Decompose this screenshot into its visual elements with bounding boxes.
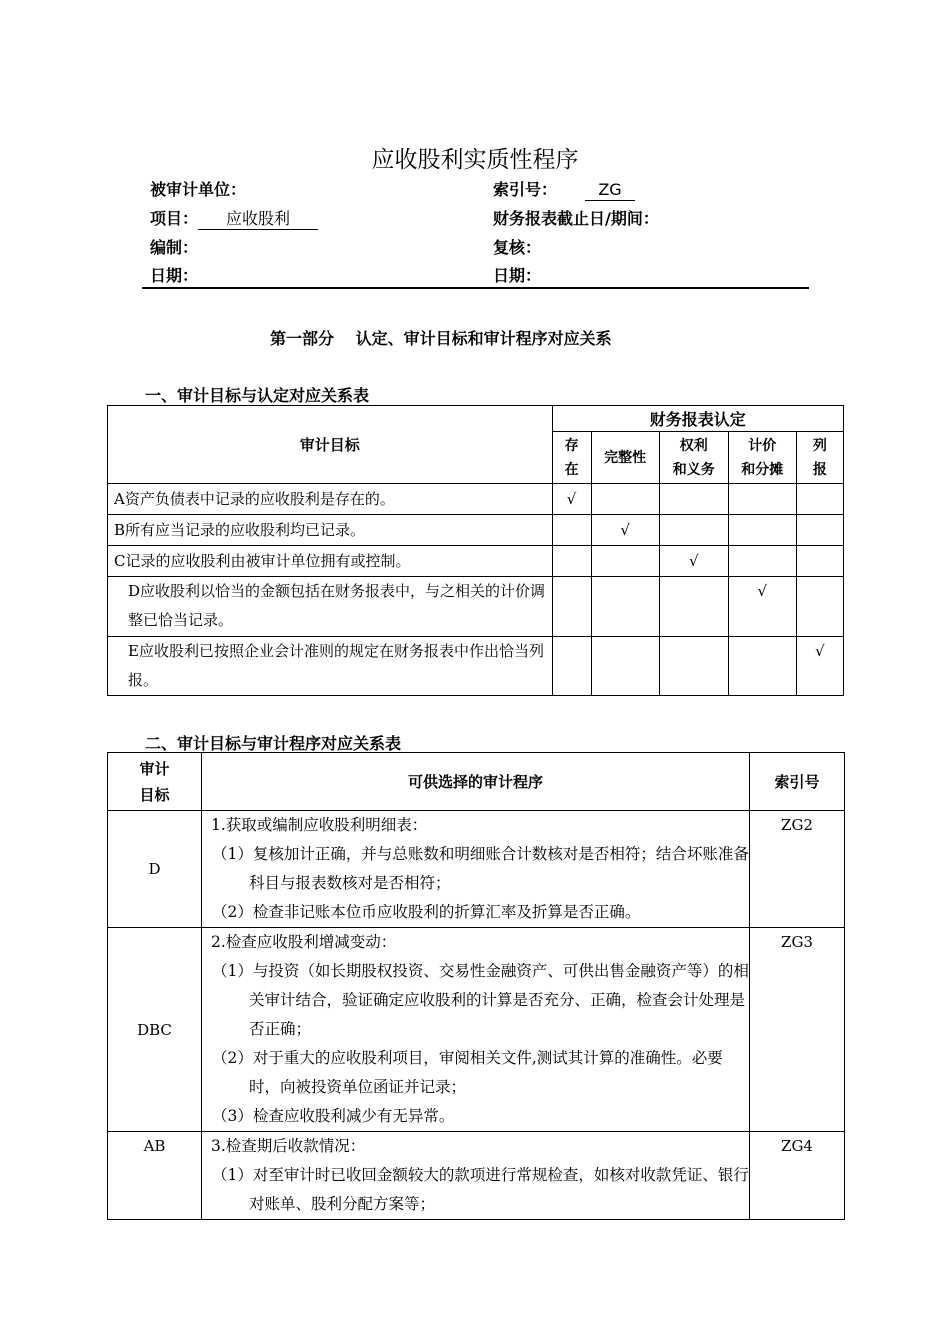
objective-cell: AB [108,1132,202,1220]
procedure-cell [202,811,750,928]
objective-cell: D [108,811,202,928]
index-cell: ZG2 [750,811,845,928]
prepared-label: 编制： [150,238,199,257]
part1-heading: 第一部分 认定、审计目标和审计程序对应关系 [270,329,612,348]
assertion-header-rights: 权利 和义务 [659,432,728,484]
index-cell: ZG3 [750,928,845,1132]
procedure-line: 2.检查应收股利增减变动： [211,933,397,951]
assertion-table [107,405,844,696]
procedure-line: （1）与投资（如长期股权投资、交易性金融资产、可供出售金融资产等）的相关审计结合，验证确定应收股利的计算是否充分、正确，检查会计处理是否正确； [212,962,749,1038]
index-field [493,180,635,201]
procedure-line: （2）对于重大的应收股利项目，审阅相关文件,测试其计算的准确性。必要时，向被投资单位函证并记录； [212,1049,723,1096]
index-col-header: 索引号 [750,753,845,811]
page-title: 应收股利实质性程序 [371,147,579,173]
date-label-left: 日期： [150,266,199,285]
procedure-cell [202,928,750,1132]
period-label: 财务报表截止日/期间： [493,209,659,228]
header-divider [142,287,809,289]
assertion-header-completeness: 完整性 [591,432,659,484]
assertion-header-presentation: 列 报 [796,432,843,484]
reviewed-label: 复核： [493,238,542,257]
objective-cell: DBC [108,928,202,1132]
objective-col-header: 审计 目标 [108,753,202,811]
procedure-line: （2）检查非记账本位币应收股利的折算汇率及折算是否正确。 [212,903,641,921]
table-row: D应收股利以恰当的金额包括在财务报表中，与之相关的计价调整已恰当记录。 [108,577,553,637]
index-cell: ZG4 [750,1132,845,1220]
project-value: 应收股利 [198,209,318,230]
objective-header: 审计目标 [108,406,553,484]
procedure-col-header: 可供选择的审计程序 [202,753,750,811]
assertion-header-valuation: 计价 和分摊 [728,432,796,484]
check-mark: √ [796,637,843,696]
table-row: C记录的应收股利由被审计单位拥有或控制。 [108,546,553,577]
procedure-line: （1）对至审计时已收回金额较大的款项进行常规检查，如核对收款凭证、银行对账单、股利分配方案等； [212,1166,749,1213]
procedure-table [107,752,845,1220]
procedure-line: 3.检查期后收款情况： [211,1137,366,1155]
section2-heading: 二、审计目标与审计程序对应关系表 [145,734,402,753]
check-mark: √ [552,484,591,515]
procedure-cell [202,1132,750,1220]
project-field [150,209,318,230]
audited-unit-label: 被审计单位： [150,180,247,199]
check-mark: √ [591,515,659,546]
index-value: ZG [585,180,635,201]
index-label: 索引号： [493,180,558,199]
assertion-header-existence: 存 在 [552,432,591,484]
project-label: 项目： [150,209,199,228]
table-row: A资产负债表中记录的应收股利是存在的。 [108,484,553,515]
procedure-line: （1）复核加计正确，并与总账数和明细账合计数核对是否相符；结合坏账准备科目与报表数核对是否相符； [212,845,749,892]
table-row: E应收股利已按照企业会计准则的规定在财务报表中作出恰当列报。 [108,637,553,696]
assertion-group-header: 财务报表认定 [552,406,843,432]
table-row: B所有应当记录的应收股利均已记录。 [108,515,553,546]
procedure-line: （3）检查应收股利减少有无异常。 [212,1107,455,1125]
check-mark: √ [728,577,796,637]
check-mark: √ [659,546,728,577]
section1-heading: 一、审计目标与认定对应关系表 [145,386,370,405]
procedure-line: 1.获取或编制应收股利明细表： [211,816,428,834]
date-label-right: 日期： [493,266,542,285]
